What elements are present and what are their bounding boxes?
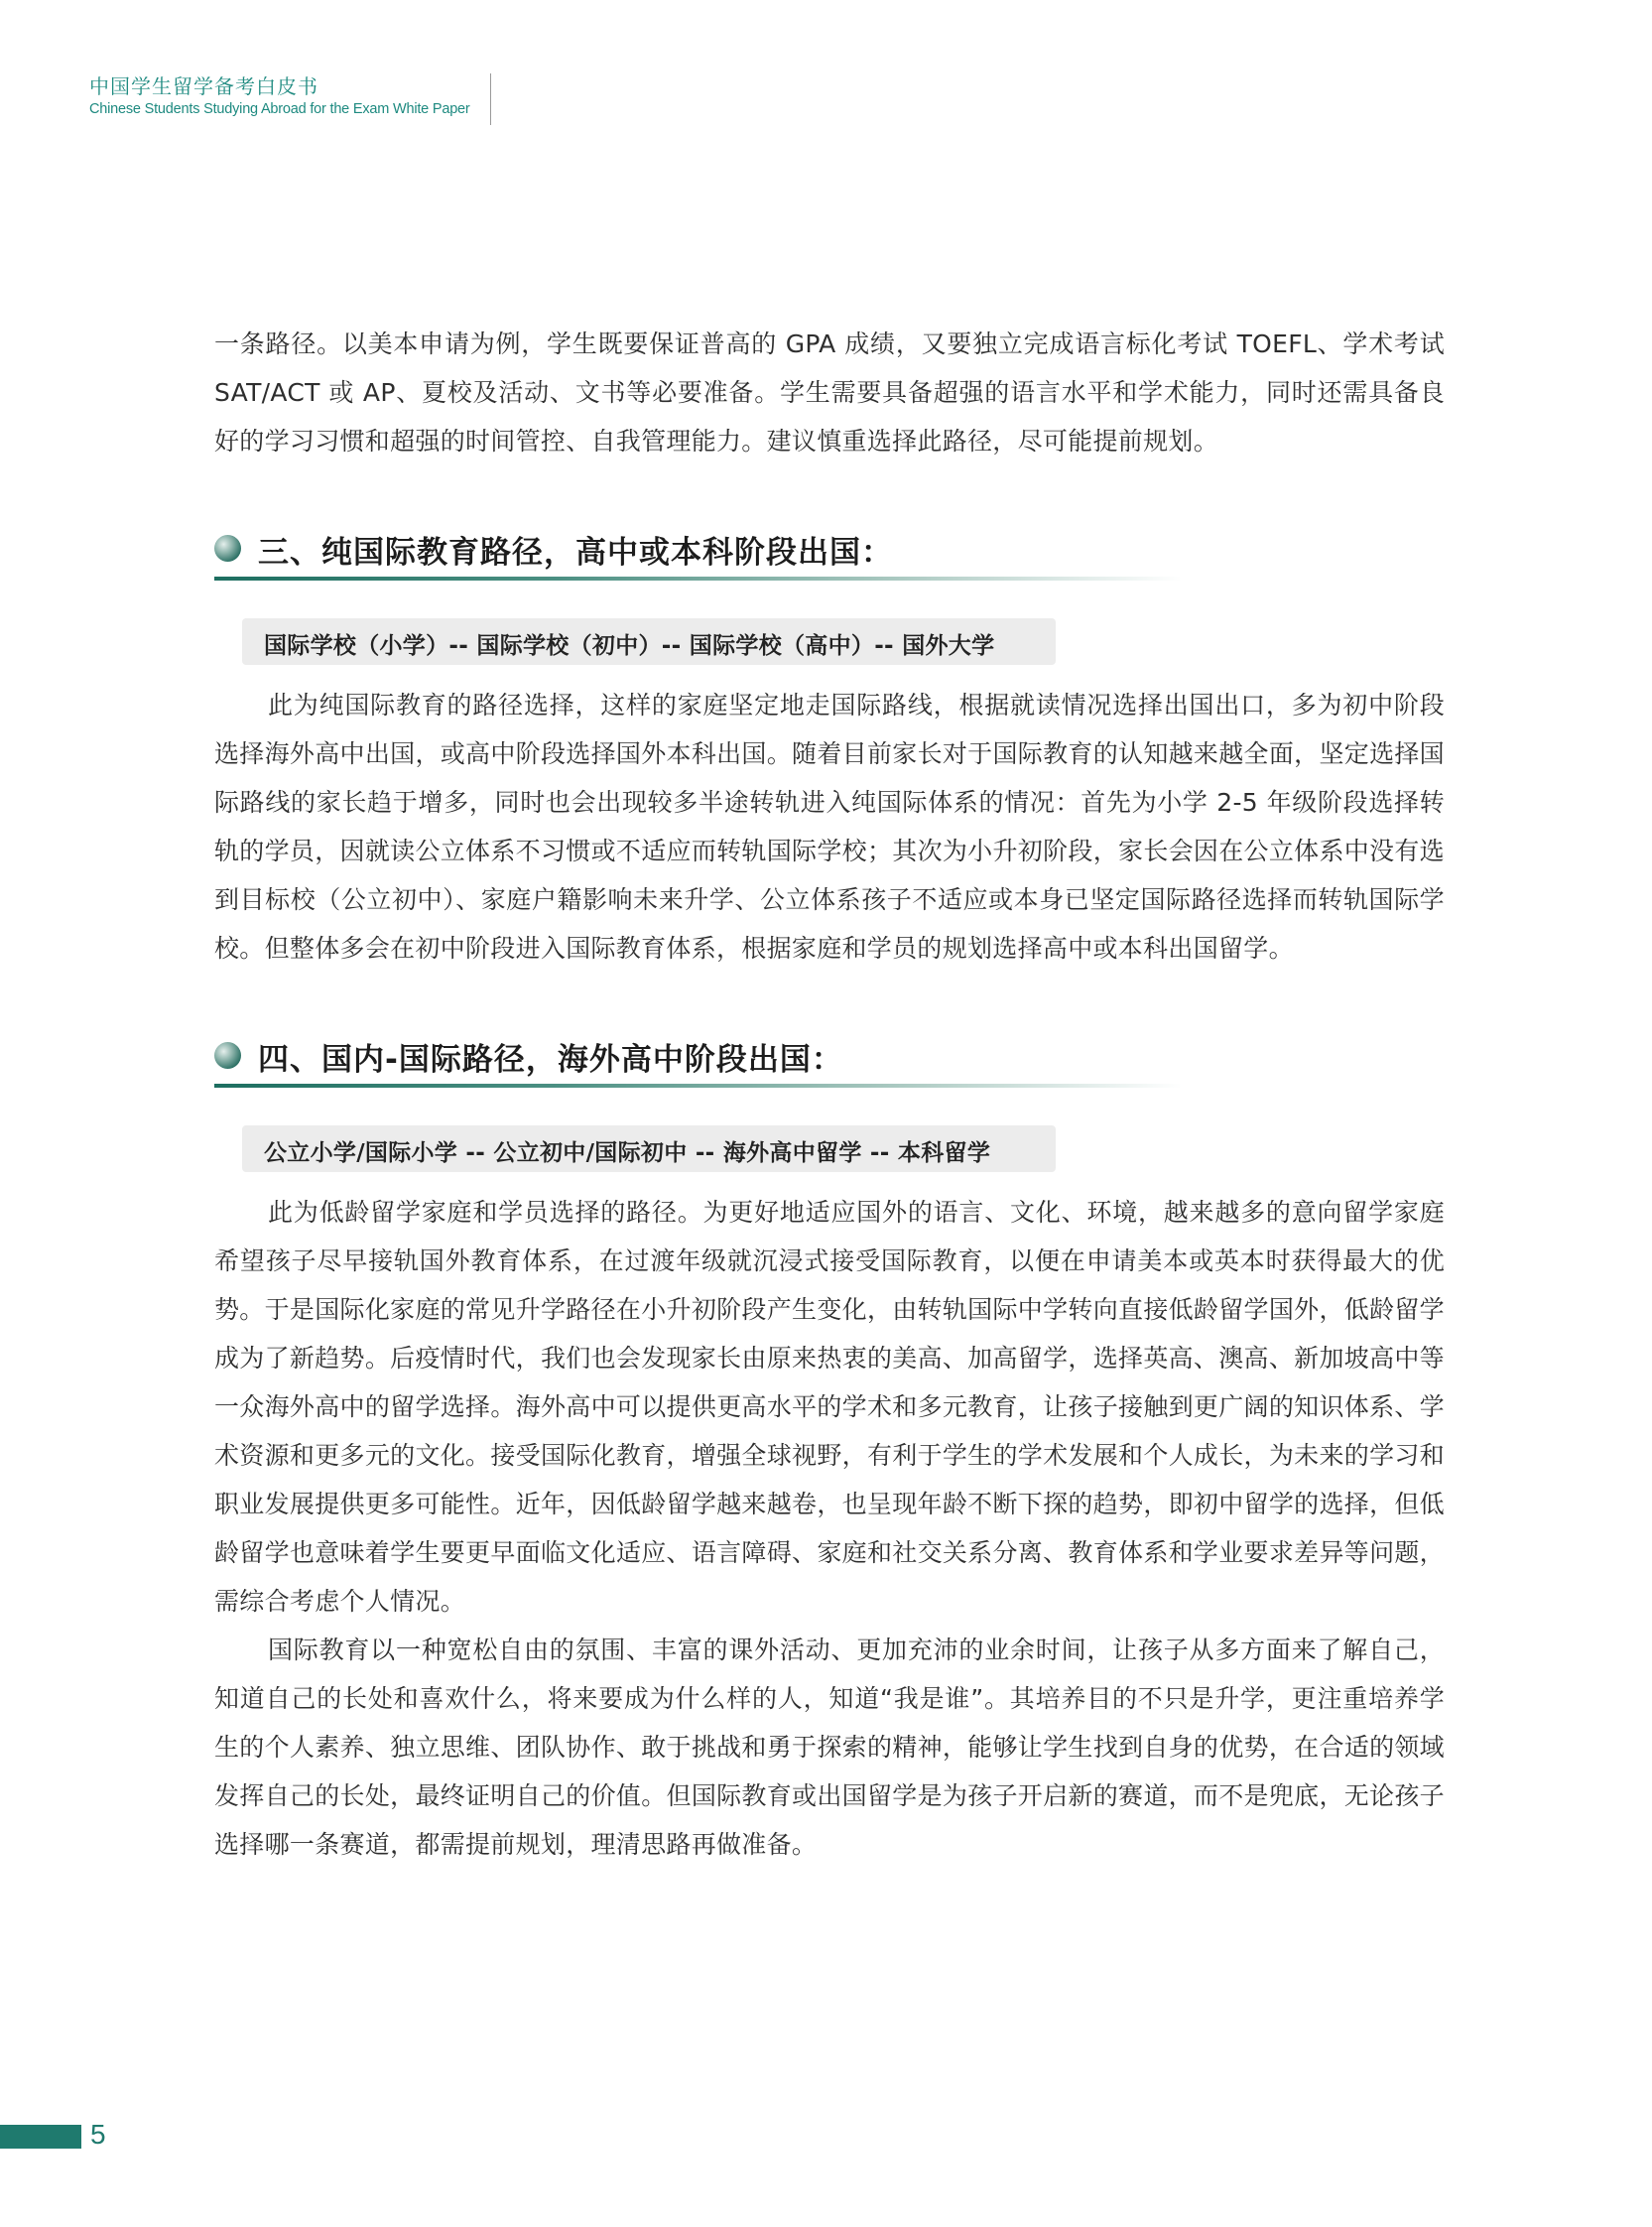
page-number: 5 (90, 2119, 106, 2150)
section-4-heading (214, 1032, 1445, 1088)
main-content (214, 320, 1445, 1869)
bullet-dot-icon (214, 1042, 241, 1069)
section-3-pathway-bar (242, 618, 1056, 665)
section-4-pathway-bar (242, 1125, 1056, 1172)
running-header (89, 73, 491, 125)
section-3-heading (214, 525, 1445, 581)
heading-divider (214, 1084, 1182, 1088)
section-3-pathway: 国际学校（小学）-- 国际学校（初中）-- 国际学校（高中）-- 国外大学 (264, 633, 995, 659)
section-4-paragraph-1: 此为低龄留学家庭和学员选择的路径。为更好地适应国外的语言、文化、环境，越来越多的意向留学家庭希望孩子尽早接轨国外教育体系，在过渡年级就沉浸式接受国际教育，以便在申请美本或英本时获得最大的优势。于是国际化家庭的常见升学路径在小升初阶段产生变化，由转轨国际中学转向直接低龄留学国外，低龄留学成为了新趋势。后疫情时代，我们也会发现家长由原来热衷的美高、加高留学，选择英高、澳高、新加坡高中等一众海外高中的留学选择。海外高中可以提供更高水平的学术和多元教育，让孩子接触到更广阔的知识体系、学术资源和更多元的文化。接受国际化教育，增强全球视野，有利于学生的学术发展和个人成长，为未来的学习和职业发展提供更多可能性。近年，因低龄留学越来越卷，也呈现年龄不断下探的趋势，即初中留学的选择，但低龄留学也意味着学生要更早面临文化适应、语言障碍、家庭和社交关系分离、教育体系和学业要求差异等问题，需综合考虑个人情况。 (214, 1198, 1445, 1616)
heading-divider (214, 577, 1182, 581)
section-3-paragraph: 此为纯国际教育的路径选择，这样的家庭坚定地走国际路线，根据就读情况选择出国出口，多为初中阶段选择海外高中出国，或高中阶段选择国外本科出国。随着目前家长对于国际教育的认知越来越全面，坚定选择国际路线的家长趋于增多，同时也会出现较多半途转轨进入纯国际体系的情况：首先为小学 2-5 年级阶段选择转轨的学员，因就读公立体系不习惯或不适应而转轨国际学校；其次为小升初阶段，家长会因在公立体系中没有选到目标校（公立初中）、家庭户籍影响未来升学、公立体系孩子不适应或本身已坚定国际路径选择而转轨国际学校。但整体多会在初中阶段进入国际教育体系，根据家庭和学员的规划选择高中或本科出国留学。 (214, 691, 1445, 963)
section-4-paragraph-2: 国际教育以一种宽松自由的氛围、丰富的课外活动、更加充沛的业余时间，让孩子从多方面来了解自己，知道自己的长处和喜欢什么，将来要成为什么样的人，知道“我是谁”。其培养目的不只是升学，更注重培养学生的个人素养、独立思维、团队协作、敢于挑战和勇于探索的精神，能够让学生找到自身的优势，在合适的领域发挥自己的长处，最终证明自己的价值。但国际教育或出国留学是为孩子开启新的赛道，而不是兜底，无论孩子选择哪一条赛道，都需提前规划，理清思路再做准备。 (214, 1636, 1445, 1859)
intro-paragraph: 一条路径。以美本申请为例，学生既要保证普高的 GPA 成绩，又要独立完成语言标化考试 TOEFL、学术考试 SAT/ACT 或 AP、夏校及活动、文书等必要准备。学生需要具备超强的语言水平和学术能力，同时还需具备良好的学习习惯和超强的时间管控、自我管理能力。建议慎重选择此路径，尽可能提前规划。 (214, 329, 1445, 456)
header-title: 中国学生留学备考白皮书 (89, 74, 318, 98)
section-4-pathway: 公立小学/国际小学 -- 公立初中/国际初中 -- 海外高中留学 -- 本科留学 (264, 1140, 991, 1166)
page-number-tab (0, 2125, 81, 2149)
section-3-title: 三、纯国际教育路径，高中或本科阶段出国： (258, 535, 893, 571)
section-4-title: 四、国内-国际路径，海外高中阶段出国： (258, 1042, 843, 1078)
header-subtitle: Chinese Students Studying Abroad for the Exam White Paper (89, 101, 470, 117)
bullet-dot-icon (214, 535, 241, 562)
